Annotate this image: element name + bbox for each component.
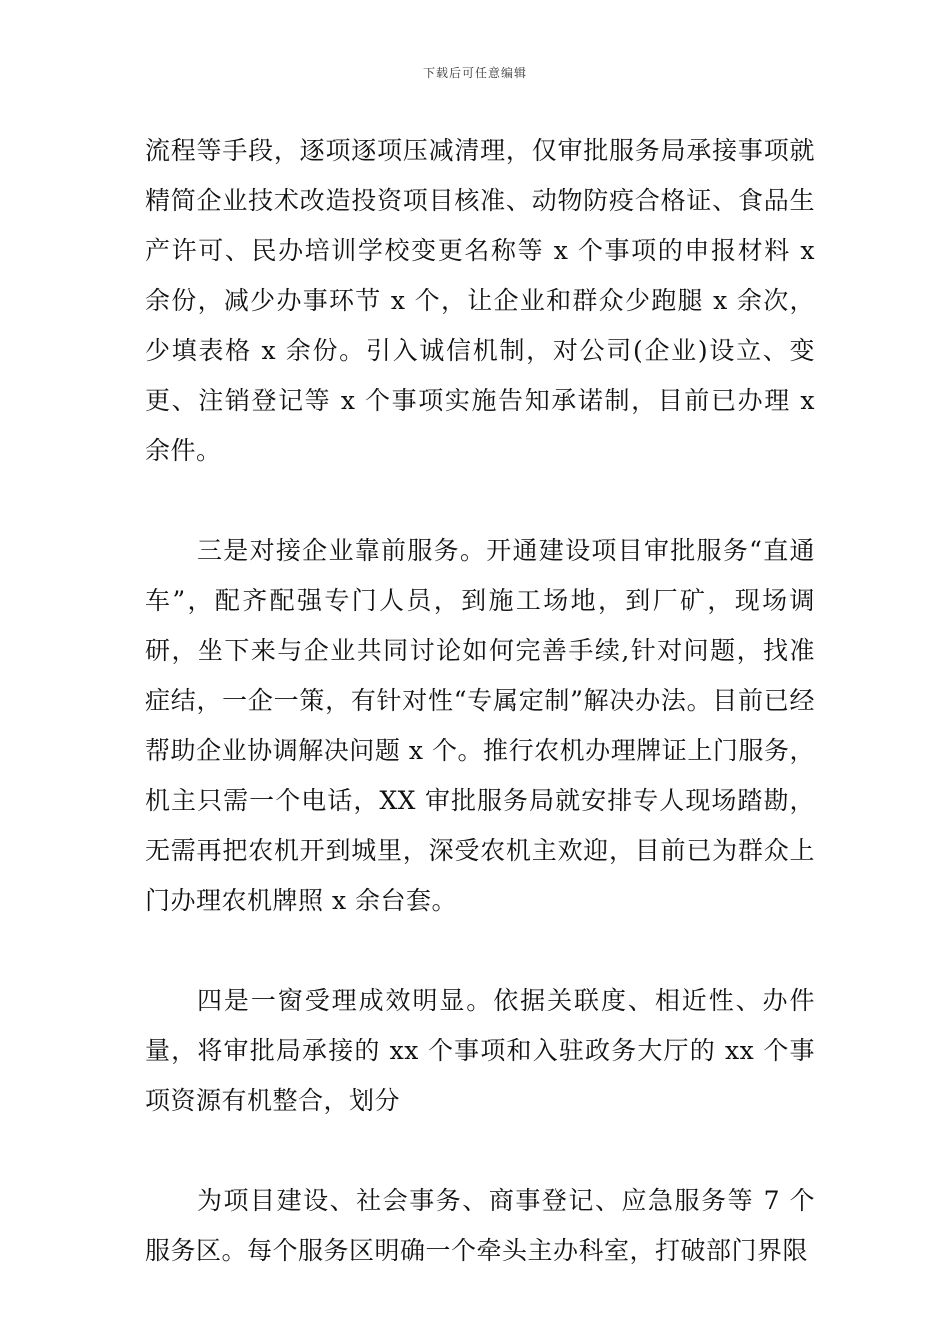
paragraph-1: 流程等手段，逐项逐项压减清理，仅审批服务局承接事项就精简企业技术改造投资项目核准、动物防疫合格证、食品生产许可、民办培训学校变更名称等 x 个事项的申报材料 x 余份，减少办事环节 x 个，让企业和群众少跑腿 x 余次，少填表格 x 余份。引入诚信机制，对公司(企业)设立、变更、注销登记等 x 个事项实施告知承诺制，目前已办理 x 余件。 (145, 136, 815, 465)
paragraph-gap (145, 476, 815, 526)
document-body (145, 126, 815, 1276)
paragraph-2: 三是对接企业靠前服务。开通建设项目审批服务“直通车”，配齐配强专门人员，到施工场地，到厂矿，现场调研，坐下来与企业共同讨论如何完善手续,针对问题，找准症结，一企一策，有针对性“专属定制”解决办法。目前已经帮助企业协调解决问题 x 个。推行农机办理牌证上门服务，机主只需一个电话，XX 审批服务局就安排专人现场踏勘，无需再把农机开到城里，深受农机主欢迎，目前已为群众上门办理农机牌照 x 余台套。 (145, 536, 815, 915)
paragraph-3: 四是一窗受理成效明显。依据关联度、相近性、办件量，将审批局承接的 xx 个事项和入驻政务大厅的 xx 个事项资源有机整合，划分 (145, 986, 815, 1115)
paragraph-4: 为项目建设、社会事务、商事登记、应急服务等 7 个服务区。每个服务区明确一个牵头主办科室，打破部门界限 (145, 1186, 815, 1265)
paragraph-gap (145, 1126, 815, 1176)
page-header: 下载后可任意编辑 (422, 66, 527, 80)
paragraph-gap (145, 926, 815, 976)
